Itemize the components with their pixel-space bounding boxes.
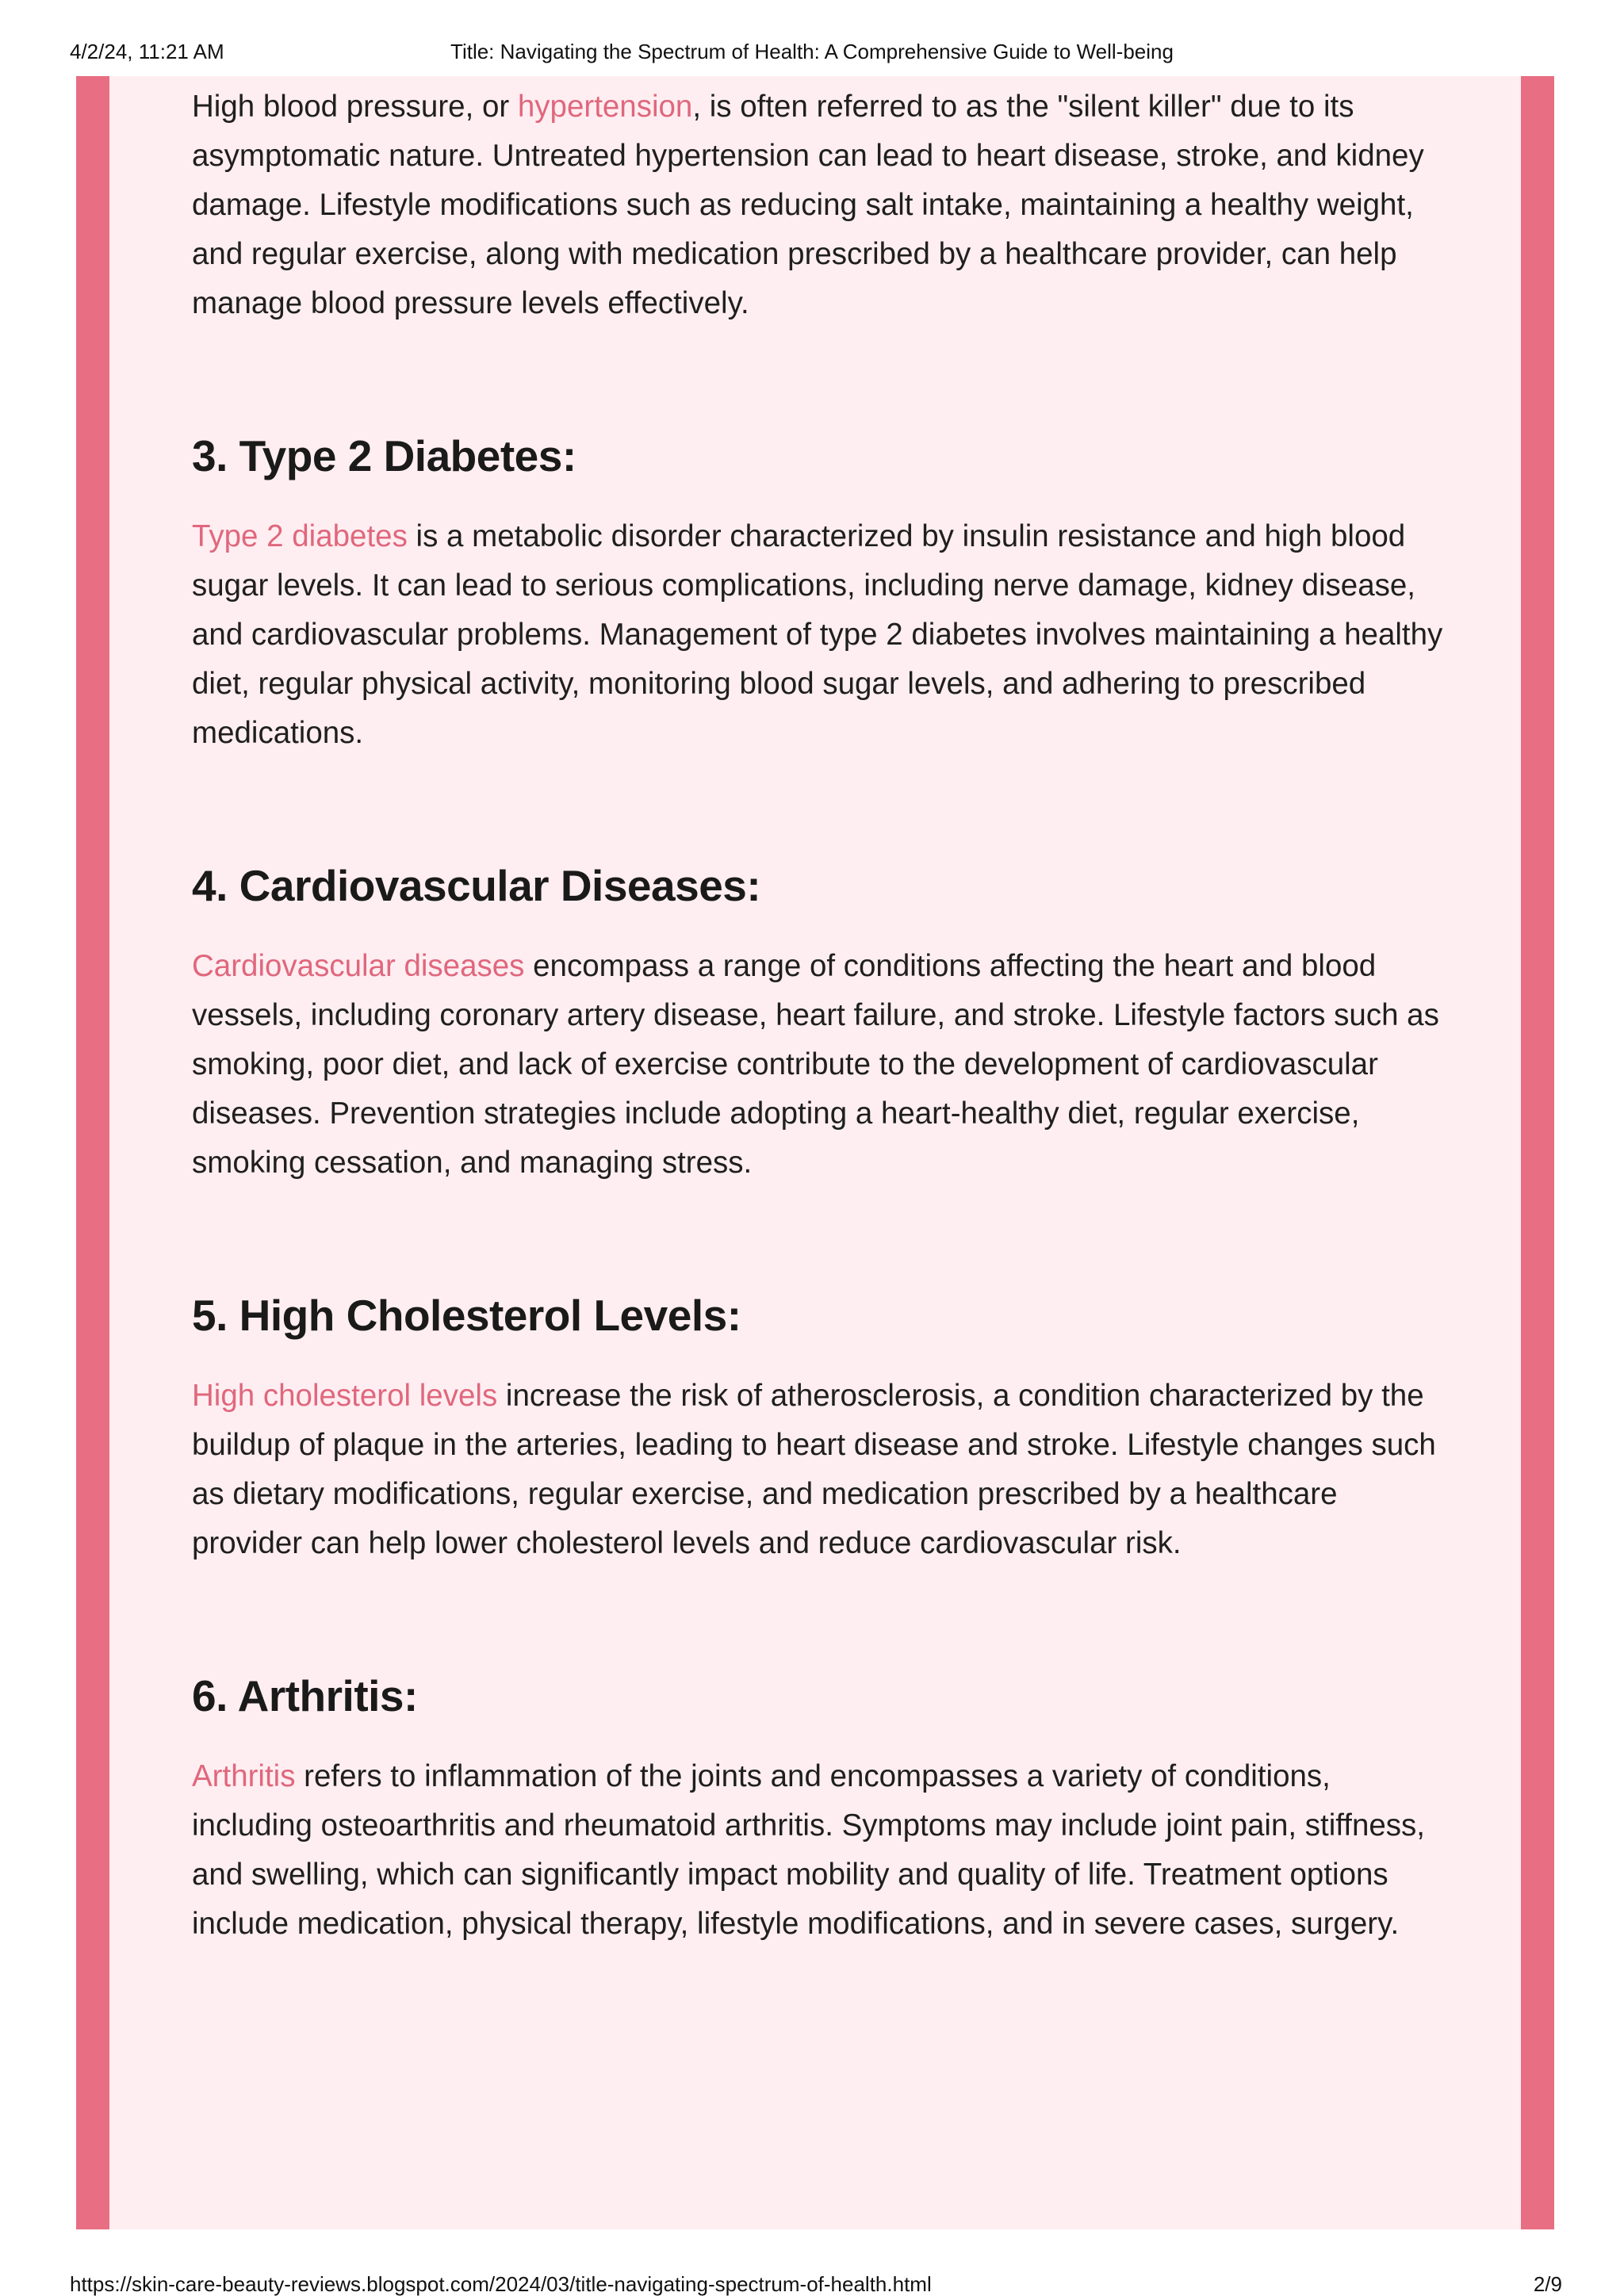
section-paragraph (192, 1372, 1453, 1568)
intro-text-after: , is often referred to as the "silent killer" due to its asymptomatic nature. Untreated hypertension can lead to heart disease, stroke, and kidney damage. Lifestyle modifications such as reducing salt intake, maintaining a healthy weight, and regular exercise, along with medication prescribed by a healthcare provider, can help manage blood pressure levels effectively. (192, 90, 1424, 320)
section-cardiovascular-diseases (192, 859, 1453, 1188)
page-frame (76, 76, 1554, 2229)
section-paragraph (192, 1752, 1453, 1949)
section-text: encompass a range of conditions affecting the heart and blood vessels, including coronary artery disease, heart failure, and stroke. Lifestyle factors such as smoking, poor diet, and lack of exercise contribute to the development of cardiovascular diseases. Prevention strategies include adopting a heart-healthy diet, regular exercise, smoking cessation, and managing stress. (192, 949, 1439, 1180)
intro-paragraph (192, 82, 1453, 328)
print-footer (0, 2272, 1624, 2296)
section-paragraph (192, 512, 1453, 758)
page-number: 2/9 (1533, 2272, 1562, 2296)
content-area (109, 76, 1521, 2229)
section-paragraph (192, 942, 1453, 1188)
section-heading: 5. High Cholesterol Levels: (192, 1291, 741, 1340)
section-type-2-diabetes (192, 430, 1453, 758)
section-text: refers to inflammation of the joints and encompasses a variety of conditions, including osteoarthritis and rheumatoid arthritis. Symptoms may include joint pain, stiffness, and swelling, which can significantly impact mobility and quality of life. Treatment options include medication, physical therapy, lifestyle modifications, and in severe cases, surgery. (192, 1759, 1426, 1941)
print-datetime: 4/2/24, 11:21 AM (70, 40, 224, 63)
section-text: increase the risk of atherosclerosis, a condition characterized by the buildup of plaque in the arteries, leading to heart disease and stroke. Lifestyle changes such as dietary modifications, regular exercise, and medication prescribed by a healthcare provider can help lower cholesterol levels and reduce cardiovascular risk. (192, 1379, 1436, 1560)
section-heading: 4. Cardiovascular Diseases: (192, 861, 761, 910)
section-text: is a metabolic disorder characterized by insulin resistance and high blood sugar levels. It can lead to serious complications, including nerve damage, kidney disease, and cardiovascular problems. Management of type 2 diabetes involves maintaining a healthy diet, regular physical activity, monitoring blood sugar levels, and adhering to prescribed medications. (192, 519, 1443, 750)
section-high-cholesterol (192, 1289, 1453, 1568)
type-2-diabetes-link[interactable]: Type 2 diabetes (192, 519, 408, 553)
high-cholesterol-link[interactable]: High cholesterol levels (192, 1379, 498, 1413)
hypertension-link[interactable]: hypertension (517, 90, 693, 124)
section-heading: 6. Arthritis: (192, 1671, 418, 1720)
arthritis-link[interactable]: Arthritis (192, 1759, 296, 1793)
print-header (0, 40, 1624, 68)
cardiovascular-diseases-link[interactable]: Cardiovascular diseases (192, 949, 525, 983)
section-arthritis (192, 1670, 1453, 1949)
article-body (192, 76, 1453, 1949)
print-document-title: Title: Navigating the Spectrum of Health: A Comprehensive Guide to Well-being (450, 40, 1174, 63)
print-url: https://skin-care-beauty-reviews.blogspot.com/2024/03/title-navigating-spectrum-of-health.html (70, 2272, 932, 2296)
intro-text-before: High blood pressure, or (192, 90, 518, 124)
section-heading: 3. Type 2 Diabetes: (192, 431, 576, 480)
